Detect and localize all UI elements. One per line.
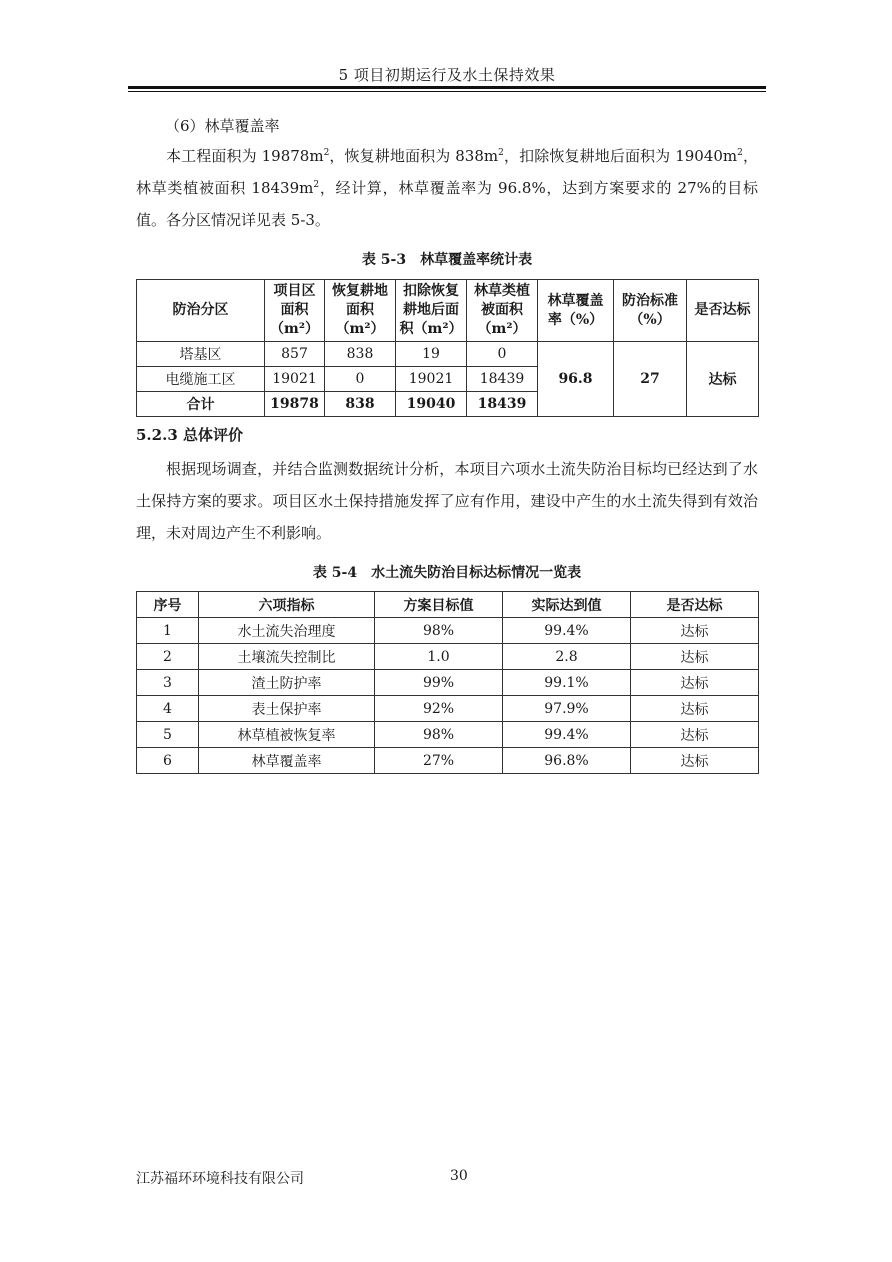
table-row	[137, 342, 759, 367]
cell-indicator: 林草覆盖率	[199, 748, 375, 774]
cell-actual: 96.8%	[503, 748, 631, 774]
section-heading: 5.2.3 总体评价	[136, 426, 243, 444]
table-header-row	[137, 592, 759, 618]
cell-index: 5	[137, 722, 199, 748]
cell-actual: 99.4%	[503, 618, 631, 644]
cell-ok: 达标	[631, 748, 759, 774]
header-restored: 恢复耕地 面积 （m²）	[325, 280, 396, 342]
page-number: 30	[450, 1168, 468, 1184]
header-veg: 林草类植 被面积 （m²）	[467, 280, 538, 342]
cell-indicator: 林草植被恢复率	[199, 722, 375, 748]
cell-indicator: 表土保护率	[199, 696, 375, 722]
cell-ok-merged: 达标	[687, 342, 759, 417]
cell-index: 1	[137, 618, 199, 644]
cell-actual: 99.4%	[503, 722, 631, 748]
cell-indicator: 渣土防护率	[199, 670, 375, 696]
header-ok: 是否达标	[687, 280, 759, 342]
cell-veg: 18439	[467, 392, 538, 417]
cell-index: 4	[137, 696, 199, 722]
cell-actual: 2.8	[503, 644, 631, 670]
cell-ok: 达标	[631, 670, 759, 696]
table-row	[137, 722, 759, 748]
cell-zone: 电缆施工区	[137, 367, 265, 392]
cell-index: 6	[137, 748, 199, 774]
cell-zone: 合计	[137, 392, 265, 417]
table-header-row	[137, 280, 759, 342]
header-ok: 是否达标	[631, 592, 759, 618]
paragraph-coverage: 本工程面积为 $19878m^2$，恢复耕地面积为 $838m^2$，扣除恢复耕地后面积为 $19040m^2$，林草类植被面积 $18439m^2$，经计算，林草覆盖率为 96.8%，达到方案要求的 27%的目标值。各分区情况详见表 5-3。	[136, 147, 759, 229]
cell-restored: 838	[325, 342, 396, 367]
header-area: 项目区 面积 （m²）	[265, 280, 325, 342]
cell-target: 98%	[375, 618, 503, 644]
targets-table	[136, 591, 759, 774]
cell-actual: 97.9%	[503, 696, 631, 722]
cell-zone: 塔基区	[137, 342, 265, 367]
cell-target: 98%	[375, 722, 503, 748]
table-row	[137, 644, 759, 670]
table-row	[137, 670, 759, 696]
cell-ok: 达标	[631, 618, 759, 644]
cell-index: 2	[137, 644, 199, 670]
cell-target: 1.0	[375, 644, 503, 670]
cell-ok: 达标	[631, 644, 759, 670]
cell-target: 27%	[375, 748, 503, 774]
header-index: 序号	[137, 592, 199, 618]
cell-target: 99%	[375, 670, 503, 696]
cell-area: 19878	[265, 392, 325, 417]
table-row	[137, 748, 759, 774]
page-header: 5 项目初期运行及水土保持效果	[338, 66, 556, 84]
cell-indicator: 土壤流失控制比	[199, 644, 375, 670]
header-indicator: 六项指标	[199, 592, 375, 618]
header-rule-thin	[128, 91, 766, 92]
cell-standard-merged: 27	[614, 342, 687, 417]
cell-area: 19021	[265, 367, 325, 392]
header-rate: 林草覆盖 率（%）	[538, 280, 614, 342]
subsection-heading: （6）林草覆盖率	[165, 117, 280, 135]
cell-ok: 达标	[631, 696, 759, 722]
coverage-table	[136, 279, 759, 417]
header-standard: 防治标准 （%）	[614, 280, 687, 342]
cell-target: 92%	[375, 696, 503, 722]
header-zone: 防治分区	[137, 280, 265, 342]
table-5-4-caption: 表 5-4 水土流失防治目标达标情况一览表	[312, 565, 582, 581]
table-5-3-caption: 表 5-3 林草覆盖率统计表	[361, 252, 533, 268]
cell-net: 19040	[396, 392, 467, 417]
cell-net: 19	[396, 342, 467, 367]
header-target: 方案目标值	[375, 592, 503, 618]
header-rule-thick	[128, 86, 766, 89]
cell-index: 3	[137, 670, 199, 696]
cell-veg: 0	[467, 342, 538, 367]
cell-actual: 99.1%	[503, 670, 631, 696]
cell-ok: 达标	[631, 722, 759, 748]
cell-restored: 0	[325, 367, 396, 392]
paragraph-evaluation: 根据现场调查，并结合监测数据统计分析，本项目六项水土流失防治目标均已经达到了水土保持方案的要求。项目区水土保持措施发挥了应有作用，建设中产生的水土流失得到有效治理，未对周边产生不利影响。	[136, 460, 758, 542]
header-net: 扣除恢复 耕地后面 积（m²）	[396, 280, 467, 342]
cell-rate-merged: 96.8	[538, 342, 614, 417]
header-actual: 实际达到值	[503, 592, 631, 618]
table-row	[137, 618, 759, 644]
cell-restored: 838	[325, 392, 396, 417]
cell-area: 857	[265, 342, 325, 367]
footer-company: 江苏福环环境科技有限公司	[136, 1171, 304, 1187]
cell-indicator: 水土流失治理度	[199, 618, 375, 644]
table-row	[137, 696, 759, 722]
cell-veg: 18439	[467, 367, 538, 392]
cell-net: 19021	[396, 367, 467, 392]
